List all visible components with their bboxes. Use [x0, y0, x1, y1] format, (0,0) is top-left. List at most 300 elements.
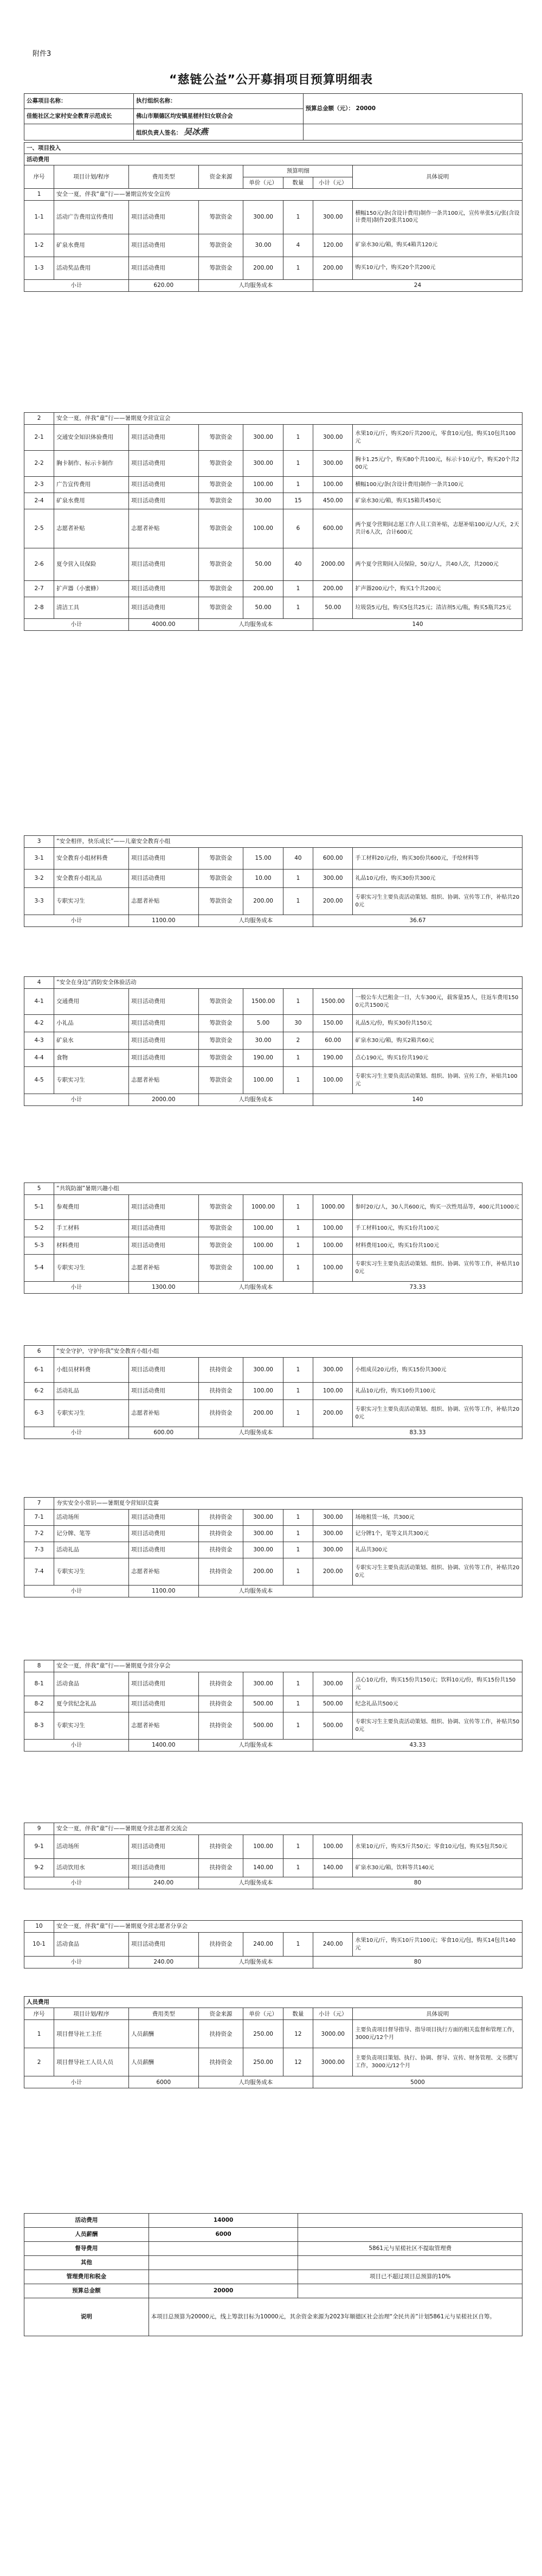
- row-seq: 2-2: [24, 451, 54, 477]
- row-subtotal: 100.00: [313, 1383, 353, 1400]
- row-note: 礼品5元/份，购买30份共150元: [353, 1015, 522, 1032]
- row-qty: 1: [283, 257, 313, 279]
- per-person-label: 人均服务成本: [198, 1282, 313, 1294]
- row-note: 水果10元/斤，购买10斤共100元；零食10元/包，购买14包共140元: [353, 1933, 522, 1957]
- row-source: 筹款资金: [198, 234, 243, 257]
- summary-extra: [298, 2228, 522, 2242]
- row-cost-type: 项目活动费用: [128, 1859, 198, 1877]
- staff-col-sub: 小计（元）: [313, 2008, 353, 2020]
- row-cost-type: 项目活动费用: [128, 597, 198, 619]
- table-row: [24, 257, 522, 279]
- row-unit-price: 200.00: [243, 257, 283, 279]
- summary-value: 6000: [149, 2228, 298, 2242]
- row-subtotal: 450.00: [313, 493, 353, 509]
- staff-seq: 1: [24, 2020, 54, 2048]
- subtotal-label: 小计: [24, 1427, 129, 1439]
- summary-value: 14000: [149, 2214, 298, 2228]
- row-subtotal: 200.00: [313, 581, 353, 597]
- budget-total-value: 20000: [356, 105, 376, 112]
- row-source: 筹款资金: [198, 477, 243, 493]
- table-row: [24, 581, 522, 597]
- row-source: 扶持资金: [198, 1542, 243, 1558]
- subtotal-label: 小计: [24, 1586, 129, 1597]
- row-plan: 扩声器（小蜜蜂）: [54, 581, 129, 597]
- per-person-label: 人均服务成本: [198, 279, 313, 291]
- row-plan: 矿泉水费用: [54, 493, 129, 509]
- row-note: 矿泉水30元/箱，购买2箱共60元: [353, 1032, 522, 1050]
- row-note: 水果10元/斤，购买5斤共50元；零食10元/包，购买5包共50元: [353, 1835, 522, 1859]
- section-number: 4: [24, 977, 54, 989]
- row-cost-type: 项目活动费用: [128, 548, 198, 581]
- row-cost-type: 项目活动费用: [128, 989, 198, 1015]
- row-source: 筹款资金: [198, 888, 243, 915]
- row-subtotal: 300.00: [313, 451, 353, 477]
- row-cost-type: 项目活动费用: [128, 257, 198, 279]
- row-subtotal: 200.00: [313, 1558, 353, 1586]
- col-plan: 项目计划/程序: [54, 165, 129, 188]
- row-seq: 4-2: [24, 1015, 54, 1032]
- row-unit-price: 100.00: [243, 1067, 283, 1094]
- row-qty: 6: [283, 509, 313, 548]
- row-plan: 专职实习生: [54, 1400, 129, 1427]
- table-row: [24, 1067, 522, 1094]
- staff-note: 主要负责项目督导指导、指导项目执行方面的相关监督和管理工作，3000元/12个月: [353, 2020, 522, 2048]
- summary-label: 活动费用: [24, 2214, 149, 2228]
- row-plan: 专职实习生: [54, 888, 129, 915]
- subtotal-value: 1100.00: [128, 1586, 198, 1597]
- row-unit-price: 100.00: [243, 1220, 283, 1237]
- row-source: 扶持资金: [198, 1358, 243, 1383]
- row-qty: 1: [283, 597, 313, 619]
- summary-row: [24, 2228, 522, 2242]
- row-qty: 1: [283, 1542, 313, 1558]
- row-qty: 1: [283, 1255, 313, 1282]
- row-note: 矿泉水30元/箱，购买15箱共450元: [353, 493, 522, 509]
- summary-extra: [298, 2256, 522, 2270]
- row-qty: 1: [283, 1558, 313, 1586]
- subtotal-label: 小计: [24, 1740, 129, 1752]
- summary-label: 人员薪酬: [24, 2228, 149, 2242]
- row-qty: 4: [283, 234, 313, 257]
- row-source: 筹款资金: [198, 597, 243, 619]
- subtotal-value: 4000.00: [128, 619, 198, 631]
- row-qty: 1: [283, 1696, 313, 1712]
- row-cost-type: 项目活动费用: [128, 200, 198, 234]
- row-note: 购买10元/个，购买20个共200元: [353, 257, 522, 279]
- staff-price: 250.00: [243, 2020, 283, 2048]
- summary-row: [24, 2242, 522, 2256]
- section-block-3: [24, 835, 522, 927]
- row-seq: 1-3: [24, 257, 54, 279]
- row-qty: 1: [283, 1510, 313, 1526]
- row-subtotal: 100.00: [313, 1255, 353, 1282]
- col-subtotal: 小计（元）: [313, 177, 353, 188]
- row-note: 手工材料20元/份，购买30份共600元，手绘材料等: [353, 848, 522, 870]
- section-number: 6: [24, 1346, 54, 1358]
- row-note: 矿泉水30元/箱，购买4箱共120元: [353, 234, 522, 257]
- row-plan: 矿泉水费用: [54, 234, 129, 257]
- row-subtotal: 500.00: [313, 1696, 353, 1712]
- row-qty: 1: [283, 200, 313, 234]
- col-unit-price: 单价（元）: [243, 177, 283, 188]
- per-person-label: 人均服务成本: [198, 1957, 313, 1968]
- row-unit-price: 100.00: [243, 509, 283, 548]
- summary-value: [149, 2270, 298, 2284]
- row-unit-price: 50.00: [243, 597, 283, 619]
- staff-price: 250.00: [243, 2048, 283, 2076]
- table-row: [24, 2048, 522, 2076]
- section-number: 2: [24, 413, 54, 425]
- row-unit-price: 300.00: [243, 425, 283, 451]
- row-subtotal: 100.00: [313, 1835, 353, 1859]
- summary-label: 其他: [24, 2256, 149, 2270]
- row-plan: 手工材料: [54, 1220, 129, 1237]
- row-qty: 1: [283, 888, 313, 915]
- subtotal-value: 620.00: [128, 279, 198, 291]
- row-subtotal: 300.00: [313, 1526, 353, 1542]
- subtotal-label: 小计: [24, 1877, 129, 1889]
- row-qty: 30: [283, 1015, 313, 1032]
- row-plan: 清洁工具: [54, 597, 129, 619]
- row-seq: 4-5: [24, 1067, 54, 1094]
- col-cost-type: 费用类型: [128, 165, 198, 188]
- row-source: 筹款资金: [198, 200, 243, 234]
- row-subtotal: 600.00: [313, 848, 353, 870]
- section-investment-title: 一、项目投入: [24, 143, 522, 154]
- per-person-value: 140: [313, 1094, 522, 1106]
- subtotal-value: 1400.00: [128, 1740, 198, 1752]
- row-cost-type: 项目活动费用: [128, 1526, 198, 1542]
- row-subtotal: 300.00: [313, 1510, 353, 1526]
- per-person-value: [313, 1586, 522, 1597]
- subtotal-value: 240.00: [128, 1957, 198, 1968]
- row-note: 垃圾袋5元/包，购买5包共25元；清洁剂5元/瓶，购买5瓶共25元: [353, 597, 522, 619]
- staff-block: [24, 1996, 522, 2088]
- project-name-value: 佳能社区之家村安全教育示范成长: [24, 109, 134, 124]
- row-unit-price: 300.00: [243, 1358, 283, 1383]
- row-note: 胸卡1.25元/个，购买80个共100元，标示卡10元/个，购买20个共200元: [353, 451, 522, 477]
- person-label: 组织负责人签名：: [136, 130, 182, 137]
- row-unit-price: 300.00: [243, 1672, 283, 1696]
- row-unit-price: 300.00: [243, 1542, 283, 1558]
- table-row: [24, 1383, 522, 1400]
- row-note: 手工材料100元，购买1份共100元: [353, 1220, 522, 1237]
- summary-row: [24, 2214, 522, 2228]
- row-subtotal: 300.00: [313, 200, 353, 234]
- row-qty: 1: [283, 1195, 313, 1220]
- summary-extra: [298, 2284, 522, 2298]
- row-unit-price: 300.00: [243, 200, 283, 234]
- per-person-label: 人均服务成本: [198, 619, 313, 631]
- row-source: 筹款资金: [198, 1050, 243, 1067]
- table-row: [24, 1237, 522, 1255]
- row-plan: 矿泉水: [54, 1032, 129, 1050]
- table-row: [24, 1220, 522, 1237]
- row-qty: 1: [283, 581, 313, 597]
- table-row: [24, 597, 522, 619]
- section-title: 安全一夏，伴我“童”行——暑期宣传安全宣传: [54, 188, 522, 200]
- row-seq: 2-7: [24, 581, 54, 597]
- row-unit-price: 30.00: [243, 493, 283, 509]
- row-source: 筹款资金: [198, 1255, 243, 1282]
- row-unit-price: 30.00: [243, 1032, 283, 1050]
- section-number: 8: [24, 1660, 54, 1672]
- table-row: [24, 1015, 522, 1032]
- row-seq: 5-3: [24, 1237, 54, 1255]
- row-seq: 6-3: [24, 1400, 54, 1427]
- activity-cost-label: 活动费用: [24, 154, 522, 165]
- row-note: 扩声器200元/个，购买1个共200元: [353, 581, 522, 597]
- row-cost-type: 项目活动费用: [128, 1220, 198, 1237]
- row-plan: 胸卡制作、标示卡制作: [54, 451, 129, 477]
- row-unit-price: 100.00: [243, 1835, 283, 1859]
- row-seq: 2-5: [24, 509, 54, 548]
- row-subtotal: 200.00: [313, 1400, 353, 1427]
- row-unit-price: 500.00: [243, 1696, 283, 1712]
- col-source: 资金来源: [198, 165, 243, 188]
- per-person-value: 24: [313, 279, 522, 291]
- row-note: 专职实习生主要负责活动策划、组织、协调、宣传等工作，补贴共500元: [353, 1712, 522, 1740]
- row-plan: 交通费用: [54, 989, 129, 1015]
- section-title: “安全守护，守护你我”安全教育小组小组: [54, 1346, 522, 1358]
- row-subtotal: 2000.00: [313, 548, 353, 581]
- row-seq: 9-1: [24, 1835, 54, 1859]
- row-qty: 1: [283, 1859, 313, 1877]
- row-unit-price: 100.00: [243, 477, 283, 493]
- table-row: [24, 1859, 522, 1877]
- row-cost-type: 项目活动费用: [128, 1237, 198, 1255]
- row-subtotal: 190.00: [313, 1050, 353, 1067]
- row-plan: 食物: [54, 1050, 129, 1067]
- row-unit-price: 100.00: [243, 1383, 283, 1400]
- row-cost-type: 项目活动费用: [128, 425, 198, 451]
- row-seq: 4-4: [24, 1050, 54, 1067]
- row-note: 水果10元/斤，购买20斤共200元，零食10元/包，购买10包共100元: [353, 425, 522, 451]
- row-seq: 6-1: [24, 1358, 54, 1383]
- row-qty: 1: [283, 1835, 313, 1859]
- table-row: [24, 989, 522, 1015]
- summary-extra: 项目已不超过项目总预算的10%: [298, 2270, 522, 2284]
- org-value: 佛山市顺德区均安镇星槎村妇女联合会: [134, 109, 303, 124]
- row-source: 筹款资金: [198, 548, 243, 581]
- row-plan: 材料费用: [54, 1237, 129, 1255]
- row-subtotal: 120.00: [313, 234, 353, 257]
- summary-extra: 5861元与星槎社区不提取管理费: [298, 2242, 522, 2256]
- section-title: “安全在身边”消防安全体验活动: [54, 977, 522, 989]
- summary-row: [24, 2284, 522, 2298]
- row-subtotal: 140.00: [313, 1859, 353, 1877]
- per-person-value: 36.67: [313, 915, 522, 927]
- row-plan: 志愿者补贴: [54, 509, 129, 548]
- row-source: 筹款资金: [198, 581, 243, 597]
- row-seq: 4-1: [24, 989, 54, 1015]
- row-subtotal: 100.00: [313, 477, 353, 493]
- project-name-label: 公募项目名称：: [24, 94, 134, 109]
- row-seq: 1-1: [24, 200, 54, 234]
- per-person-value: 80: [313, 1877, 522, 1889]
- row-plan: 夏令营纪念礼品: [54, 1696, 129, 1712]
- row-plan: 广告宣传费用: [54, 477, 129, 493]
- row-subtotal: 1500.00: [313, 989, 353, 1015]
- table-row: [24, 1672, 522, 1696]
- section-number: 3: [24, 836, 54, 848]
- row-plan: 活动广告费用宣传费用: [54, 200, 129, 234]
- per-person-value: 80: [313, 1957, 522, 1968]
- row-source: 筹款资金: [198, 451, 243, 477]
- row-seq: 5-4: [24, 1255, 54, 1282]
- subtotal-label: 小计: [24, 1957, 129, 1968]
- row-qty: 1: [283, 870, 313, 888]
- row-seq: 2-8: [24, 597, 54, 619]
- row-note: 点心190元，购买1份共190元: [353, 1050, 522, 1067]
- row-seq: 4-3: [24, 1032, 54, 1050]
- row-note: 材料费用100元，购买1份共100元: [353, 1237, 522, 1255]
- staff-col-price: 单价（元）: [243, 2008, 283, 2020]
- row-source: 扶持资金: [198, 1558, 243, 1586]
- row-subtotal: 60.00: [313, 1032, 353, 1050]
- table-row: [24, 2020, 522, 2048]
- row-seq: 2-4: [24, 493, 54, 509]
- row-cost-type: 志愿者补贴: [128, 1712, 198, 1740]
- row-subtotal: 100.00: [313, 1220, 353, 1237]
- per-person-label: 人均服务成本: [198, 1740, 313, 1752]
- row-plan: 参观费用: [54, 1195, 129, 1220]
- table-row: [24, 1510, 522, 1526]
- section-title: “安全相伴，快乐成长”——儿童安全教育小组: [54, 836, 522, 848]
- row-cost-type: 项目活动费用: [128, 1358, 198, 1383]
- staff-note: 主要负责项目策划、执行、协调、督导、宣传、财务管理、文书撰写工作，3000元/12个月: [353, 2048, 522, 2076]
- subtotal-value: 1100.00: [128, 915, 198, 927]
- row-cost-type: 项目活动费用: [128, 234, 198, 257]
- row-plan: 活动场所: [54, 1835, 129, 1859]
- section-number: 1: [24, 188, 54, 200]
- row-qty: 1: [283, 989, 313, 1015]
- row-qty: 1: [283, 1067, 313, 1094]
- staff-col-seq: 序号: [24, 2008, 54, 2020]
- row-note: 礼品共300元: [353, 1542, 522, 1558]
- table-row: [24, 1400, 522, 1427]
- row-cost-type: 志愿者补贴: [128, 509, 198, 548]
- row-cost-type: 项目活动费用: [128, 848, 198, 870]
- subtotal-value: 1300.00: [128, 1282, 198, 1294]
- table-row: [24, 548, 522, 581]
- summary-value: [149, 2256, 298, 2270]
- staff-source: 扶持资金: [198, 2020, 243, 2048]
- row-unit-price: 300.00: [243, 1510, 283, 1526]
- per-person-label: 人均服务成本: [198, 1094, 313, 1106]
- table-row: [24, 509, 522, 548]
- row-qty: 1: [283, 1237, 313, 1255]
- row-source: 筹款资金: [198, 1067, 243, 1094]
- staff-type: 人员薪酬: [128, 2020, 198, 2048]
- staff-source: 扶持资金: [198, 2048, 243, 2076]
- row-subtotal: 200.00: [313, 888, 353, 915]
- staff-subtotal: 3000.00: [313, 2048, 353, 2076]
- row-subtotal: 240.00: [313, 1933, 353, 1957]
- row-unit-price: 50.00: [243, 548, 283, 581]
- row-unit-price: 15.00: [243, 848, 283, 870]
- summary-note-text: 本项目总预算为20000元，线上筹款目标为10000元，其余资金来源为2023年顺德区社会治理“全民共善”计划5861元与星槎社区自筹。: [149, 2298, 522, 2336]
- row-cost-type: 项目活动费用: [128, 493, 198, 509]
- row-plan: 专职实习生: [54, 1558, 129, 1586]
- table-row: [24, 1542, 522, 1558]
- staff-cost-label: 人员费用: [24, 1997, 522, 2008]
- row-unit-price: 190.00: [243, 1050, 283, 1067]
- table-row: [24, 477, 522, 493]
- section-block-6: [24, 1345, 522, 1439]
- row-cost-type: 项目活动费用: [128, 1835, 198, 1859]
- row-plan: 小礼品: [54, 1015, 129, 1032]
- row-source: 筹款资金: [198, 509, 243, 548]
- section-title: 安全一夏，伴我“童”行——暑期夏令营志愿者交流会: [54, 1823, 522, 1835]
- per-person-value: 140: [313, 619, 522, 631]
- row-unit-price: 10.00: [243, 870, 283, 888]
- section-title: 安全一夏，伴我“童”行——暑期夏令营志愿者分享会: [54, 1921, 522, 1933]
- row-plan: 夏令营入员保险: [54, 548, 129, 581]
- row-unit-price: 1500.00: [243, 989, 283, 1015]
- staff-col-source: 资金来源: [198, 2008, 243, 2020]
- table-row: [24, 1933, 522, 1957]
- row-unit-price: 5.00: [243, 1015, 283, 1032]
- row-unit-price: 100.00: [243, 1255, 283, 1282]
- staff-col-role: 项目计划/程序: [54, 2008, 129, 2020]
- row-subtotal: 300.00: [313, 1542, 353, 1558]
- row-seq: 3-1: [24, 848, 54, 870]
- row-note: 专职实习生主要负责活动策划、组织、协调、宣传等工作，补贴共200元: [353, 1558, 522, 1586]
- row-source: 筹款资金: [198, 989, 243, 1015]
- row-qty: 1: [283, 1383, 313, 1400]
- row-qty: 15: [283, 493, 313, 509]
- row-cost-type: 项目活动费用: [128, 1032, 198, 1050]
- person-cell: [134, 124, 303, 140]
- row-note: 专职实习生主要负责活动策划、组织、协调、宣传工作，补贴共100元: [353, 1067, 522, 1094]
- section-block-2: [24, 412, 522, 631]
- col-qty: 数量: [283, 177, 313, 188]
- table-row: [24, 1696, 522, 1712]
- section-block-8: [24, 1660, 522, 1752]
- row-seq: 8-2: [24, 1696, 54, 1712]
- row-source: 筹款资金: [198, 493, 243, 509]
- row-source: 筹款资金: [198, 425, 243, 451]
- row-seq: 2-6: [24, 548, 54, 581]
- block-intro: [24, 142, 522, 292]
- section-title: 安全一夏，伴我“童”行——暑期夏令营分享会: [54, 1660, 522, 1672]
- row-qty: 1: [283, 1358, 313, 1383]
- row-subtotal: 300.00: [313, 870, 353, 888]
- row-cost-type: 项目活动费用: [128, 1542, 198, 1558]
- subtotal-value: 240.00: [128, 1877, 198, 1889]
- row-cost-type: 项目活动费用: [128, 1383, 198, 1400]
- row-note: 专职实习生主要负责活动策划、组织、协调、宣传等工作，补贴共200元: [353, 888, 522, 915]
- per-person-value: 73.33: [313, 1282, 522, 1294]
- table-row: [24, 1195, 522, 1220]
- row-cost-type: 志愿者补贴: [128, 1255, 198, 1282]
- staff-subtotal: 3000.00: [313, 2020, 353, 2048]
- row-plan: 专职实习生: [54, 1712, 129, 1740]
- col-note: 具体说明: [353, 165, 522, 188]
- signature: 吴冰燕: [183, 127, 208, 137]
- row-seq: 7-3: [24, 1542, 54, 1558]
- row-cost-type: 项目活动费用: [128, 1933, 198, 1957]
- table-row: [24, 200, 522, 234]
- summary-label: 管理费用和税金: [24, 2270, 149, 2284]
- row-note: 小组成员20元/份，购买15份共300元: [353, 1358, 522, 1383]
- subtotal-label: 小计: [24, 619, 129, 631]
- summary-note-label: 说明: [24, 2298, 149, 2336]
- row-source: 扶持资金: [198, 1510, 243, 1526]
- row-cost-type: 项目活动费用: [128, 1672, 198, 1696]
- summary-value: [149, 2242, 298, 2256]
